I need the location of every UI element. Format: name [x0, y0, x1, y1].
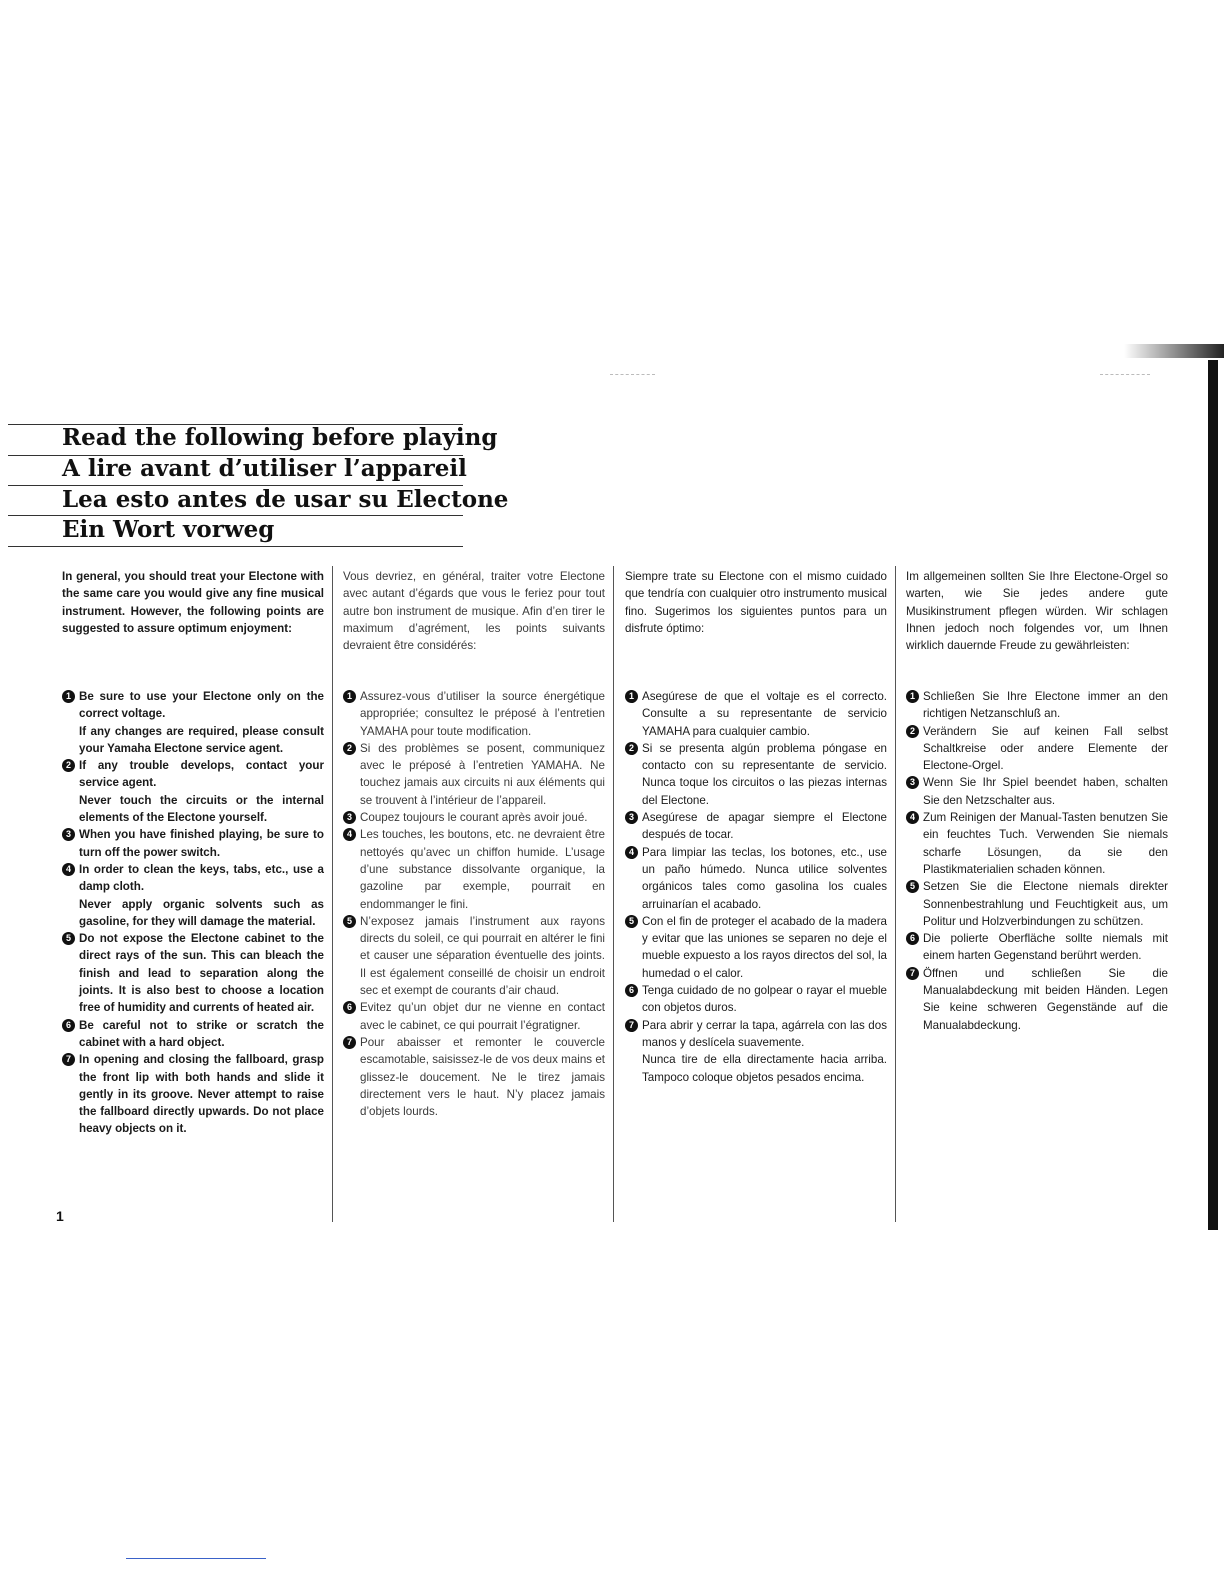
number-badge-5: 5	[343, 915, 356, 928]
title-french: A lire avant d’utiliser l’appareil	[62, 455, 467, 482]
number-badge-4: 4	[343, 828, 356, 841]
column-divider	[332, 566, 333, 1222]
german-column	[906, 568, 1168, 1034]
english-intro: In general, you should treat your Electone with the same care you would give any fine musical instrument. However, the following points are suggested to assure optimum enjoyment:	[62, 570, 324, 635]
french-column	[343, 568, 605, 1120]
number-badge-2: 2	[625, 742, 638, 755]
spanish-list	[625, 688, 887, 1086]
list-item: 3 When you have finished playing, be sure to turn off the power switch.	[62, 826, 324, 861]
list-item: 4 Para limpiar las teclas, los botones, etc., use un paño húmedo. Nunca utilice solventes orgánicos tales como gasolina los cuales arruinarían el acabado.	[625, 844, 887, 913]
list-item: 5 N’exposez jamais l’instrument aux rayons directs du soleil, ce qui pourrait en altérer le fini et causer une séparation éventuelle des joints. Il est également conseillé de choisir un endroit sec et exempt de courants d’air chaud.	[343, 913, 605, 999]
number-badge-2: 2	[62, 759, 75, 772]
list-item: 1 Schließen Sie Ihre Electone immer an den richtigen Netzanschluß an.	[906, 688, 1168, 723]
number-badge-4: 4	[62, 863, 75, 876]
list-item: 7 In opening and closing the fallboard, grasp the front lip with both hands and slide it gently in its groove. Never attempt to raise the fallboard directly upwards. Do not place heavy objects on it.	[62, 1051, 324, 1137]
list-item: 5 Con el fin de proteger el acabado de la madera y evitar que las uniones se separen no deje el mueble expuesto a los rayos directos del sol, la humedad o el calor.	[625, 913, 887, 982]
spanish-intro: Siempre trate su Electone con el mismo cuidado que tendría con cualquier otro instrumento musical fino. Sugerimos los siguientes puntos para un disfrute óptimo:	[625, 570, 887, 635]
french-list	[343, 688, 605, 1120]
list-item: 4 In order to clean the keys, tabs, etc., use a damp cloth. Never apply organic solvents such as gasoline, for they will damage the material.	[62, 861, 324, 930]
list-item: 2 Si se presenta algún problema póngase en contacto con su representante de servicio. Nunca toque los circuitos o las piezas internas del Electone.	[625, 740, 887, 809]
number-badge-5: 5	[62, 932, 75, 945]
number-badge-1: 1	[625, 690, 638, 703]
list-item: 3 Wenn Sie Ihr Spiel beendet haben, schalten Sie den Netzschalter aus.	[906, 774, 1168, 809]
number-badge-1: 1	[343, 690, 356, 703]
page-number: 1	[56, 1208, 64, 1224]
number-badge-3: 3	[62, 828, 75, 841]
title-rule	[8, 546, 463, 547]
page-edge-shadow	[1124, 344, 1224, 358]
title-spanish: Lea esto antes de usar su Electone	[62, 486, 509, 513]
english-list	[62, 688, 324, 1138]
number-badge-2: 2	[343, 742, 356, 755]
list-item: 1 Asegúrese de que el voltaje es el correcto. Consulte a su representante de servicio YAMAHA para cualquier cambio.	[625, 688, 887, 740]
german-intro: Im allgemeinen sollten Sie Ihre Electone-Orgel so warten, wie Sie jedes andere gute Musikinstrument pflegen würden. Wir schlagen Ihnen jedoch noch folgendes vor, um Ihnen wirklich dauernde Freude zu gewährleisten:	[906, 570, 1168, 653]
number-badge-3: 3	[625, 811, 638, 824]
number-badge-5: 5	[625, 915, 638, 928]
list-item: 4 Les touches, les boutons, etc. ne devraient être nettoyés qu’avec un chiffon humide. L’usage d’une substance dissolvante organique, la gazoline par exemple, pourrait en endommanger le fini.	[343, 826, 605, 912]
number-badge-6: 6	[625, 984, 638, 997]
list-item: 5 Do not expose the Electone cabinet to the direct rays of the sun. This can bleach the finish and lead to separation along the joints. It is also best to choose a location free of humidity and currents of heated air.	[62, 930, 324, 1016]
list-item: 5 Setzen Sie die Electone niemals direkter Sonnenbestrahlung und Feuchtigkeit aus, um Politur und Holzverbindungen zu schützen.	[906, 878, 1168, 930]
german-list	[906, 688, 1168, 1034]
list-item: 2 Verändern Sie auf keinen Fall selbst Schaltkreise oder andere Elemente der Electone-Orgel.	[906, 723, 1168, 775]
list-item: 3 Asegúrese de apagar siempre el Electone después de tocar.	[625, 809, 887, 844]
list-item: 2 If any trouble develops, contact your service agent. Never touch the circuits or the internal elements of the Electone yourself.	[62, 757, 324, 826]
list-item: 7 Öffnen und schließen Sie die Manualabdeckung mit beiden Händen. Legen Sie keine schweren Gegenstände auf die Manualabdeckung.	[906, 965, 1168, 1034]
number-badge-1: 1	[62, 690, 75, 703]
number-badge-6: 6	[62, 1019, 75, 1032]
scan-artifact	[610, 374, 655, 375]
number-badge-4: 4	[625, 846, 638, 859]
list-item: 6 Tenga cuidado de no golpear o rayar el mueble con objetos duros.	[625, 982, 887, 1017]
spanish-column	[625, 568, 887, 1086]
english-column	[62, 568, 324, 1138]
list-item: 6 Be careful not to strike or scratch the cabinet with a hard object.	[62, 1017, 324, 1052]
list-item: 2 Si des problèmes se posent, communiquez avec le préposé à l’entretien YAMAHA. Ne touchez jamais aux circuits ni aux éléments qui se trouvent à l’intérieur de l’appareil.	[343, 740, 605, 809]
number-badge-3: 3	[343, 811, 356, 824]
number-badge-7: 7	[625, 1019, 638, 1032]
number-badge-7: 7	[906, 967, 919, 980]
scan-artifact	[1100, 374, 1150, 375]
list-item: 7 Pour abaisser et remonter le couvercle escamotable, saisissez-le de vos deux mains et glissez-le doucement. Ne le tirez jamais directement vers le haut. N’y placez jamais d’objets lourds.	[343, 1034, 605, 1120]
title-german: Ein Wort vorweg	[62, 516, 275, 543]
title-english: Read the following before playing	[62, 424, 498, 451]
number-badge-5: 5	[906, 880, 919, 893]
list-item: 7 Para abrir y cerrar la tapa, agárrela con las dos manos y deslícela suavemente. Nunca tire de ella directamente hacia arriba. Tampoco coloque objetos pesados encima.	[625, 1017, 887, 1086]
column-divider	[895, 566, 896, 1222]
page-edge-shadow	[1208, 360, 1218, 1230]
number-badge-1: 1	[906, 690, 919, 703]
list-item: 6 Die polierte Oberfläche sollte niemals mit einem harten Gegenstand berührt werden.	[906, 930, 1168, 965]
list-item: 4 Zum Reinigen der Manual-Tasten benutzen Sie ein feuchtes Tuch. Verwenden Sie niemals scharfe Lösungen, da sie den Plastikmaterialien schaden können.	[906, 809, 1168, 878]
french-intro: Vous devriez, en général, traiter votre Electone avec autant d’égards que vous le feriez pour tout autre bon instrument de musique. Afin d’en tirer le maximum d’agrément, les points suivants devraient être considérés:	[343, 570, 605, 653]
number-badge-2: 2	[906, 725, 919, 738]
footer-rule	[126, 1558, 266, 1559]
number-badge-6: 6	[906, 932, 919, 945]
list-item: 1 Be sure to use your Electone only on the correct voltage. If any changes are required, please consult your Yamaha Electone service agent.	[62, 688, 324, 757]
list-item: 3 Coupez toujours le courant après avoir joué.	[343, 809, 605, 826]
number-badge-4: 4	[906, 811, 919, 824]
list-item: 6 Evitez qu’un objet dur ne vienne en contact avec le cabinet, ce qui pourrait l’égratigner.	[343, 999, 605, 1034]
list-item: 1 Assurez-vous d’utiliser la source énergétique appropriée; consultez le préposé à l’entretien YAMAHA pour toute modification.	[343, 688, 605, 740]
number-badge-7: 7	[343, 1036, 356, 1049]
number-badge-7: 7	[62, 1053, 75, 1066]
number-badge-3: 3	[906, 776, 919, 789]
number-badge-6: 6	[343, 1001, 356, 1014]
column-divider	[613, 566, 614, 1222]
